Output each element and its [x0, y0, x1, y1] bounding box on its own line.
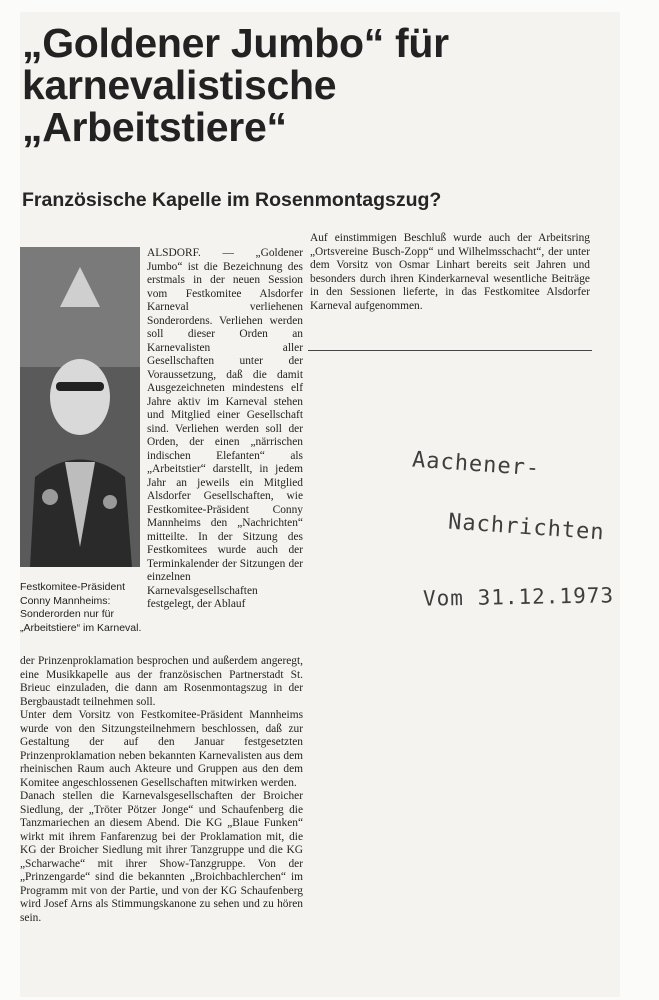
handwritten-source-line-1: Aachener-: [411, 447, 541, 482]
article-paragraph: Unter dem Vorsitz von Festkomitee-Präsident Mannheims wurde von den Sitzungsteilnehmern beschlossen, daß zur Gestaltung der auf den Januar festgesetzten Prinzenproklamation neben bekannten Karnevalisten aus dem rheinischen Raum auch Akteure und Gruppen aus den dem Komitee angeschlossenen Gesellschaften mitwirken werden.: [20, 709, 303, 789]
headline: [22, 22, 602, 148]
column-divider-rule: [308, 350, 592, 351]
headline-line-3: „Arbeitstiere“: [22, 104, 287, 150]
article-column-1: [147, 247, 303, 612]
article-paragraph: Danach stellen die Karnevalsgesellschaften der Broicher Siedlung, der „Tröter Pötzer Jonge“ und Schaufenberg die Tanzmariechen an diesem Abend. Die KG „Blaue Funken“ wirkt mit ihrem Fanfarenzug bei der Proklamation mit, die KG der Broicher Siedlung mit ihrer Tanzgruppe und die KG „Scharwache“ mit ihrer Show-Tanzgruppe. Von der „Prinzengarde“ sind die bekannten „Broichbachlerchen“ im Programm mit von der Partie, und von der KG Schaufenberg wird Josef Arns als Stimmungskanone zu sehen und zu hören sein.: [20, 790, 303, 924]
portrait-photo: [20, 247, 140, 567]
subheadline: Französische Kapelle im Rosenmontagszug?: [22, 189, 442, 211]
article-paragraph: der Prinzenproklamation besprochen und außerdem angeregt, eine Musikkapelle aus der französischen Partnerstadt St. Brieuc einzuladen, die dann am Rosenmontagszug in der Bergbaustadt teilnehmen soll.: [20, 655, 303, 708]
article-paragraph: ALSDORF. — „Goldener Jumbo“ ist die Bezeichnung des erstmals in der neuen Session vom Festkomitee Alsdorfer Karneval verliehenen Sonderordens. Verliehen werden soll dieser Orden an Karnevalisten aller Gesellschaften unter der Voraussetzung, daß die damit Ausgezeichneten mindestens elf Jahre aktiv im Karneval stehen und Mitglied einer Gesellschaft sind. Verliehen werden soll der Orden, der einen „närrischen indischen Elefanten“ als „Arbeitstier“ darstellt, in jedem Jahr an jeweils ein Mitglied Alsdorfer Gesellschaften, wie Festkomitee-Präsident Conny Mannheims den „Nachrichten“ mitteilte. In der Sitzung des Festkomitees wurde auch der Terminkalender der Sitzungen der einzelnen Karnevalsgesellschaften festgelegt, der Ablauf: [147, 247, 303, 610]
handwritten-date: Vom 31.12.1973: [422, 583, 615, 611]
article-paragraph: Auf einstimmigen Beschluß wurde auch der Arbeitsring „Ortsvereine Busch-Zopp“ und Wilhelmsschacht“, der unter dem Vorsitz von Osmar Linhart bereits seit Jahren und besonders durch ihren Kinderkarneval wesentliche Beiträge in den Sessionen lieferte, in das Festkomitee Alsdorfer Karneval aufgenommen.: [310, 232, 590, 312]
article-column-3: [310, 232, 590, 313]
headline-line-1: „Goldener Jumbo“ für: [22, 20, 449, 66]
article-column-2: [20, 655, 303, 925]
photo-caption: Festkomitee-Präsident Conny Mannheims: Sonderorden nur für „Arbeitstiere“ im Karneval.: [20, 581, 142, 634]
handwritten-source-line-2: Nachrichten: [447, 509, 606, 546]
headline-line-2: karnevalistische: [22, 62, 337, 108]
portrait-photo-image: [20, 247, 140, 567]
